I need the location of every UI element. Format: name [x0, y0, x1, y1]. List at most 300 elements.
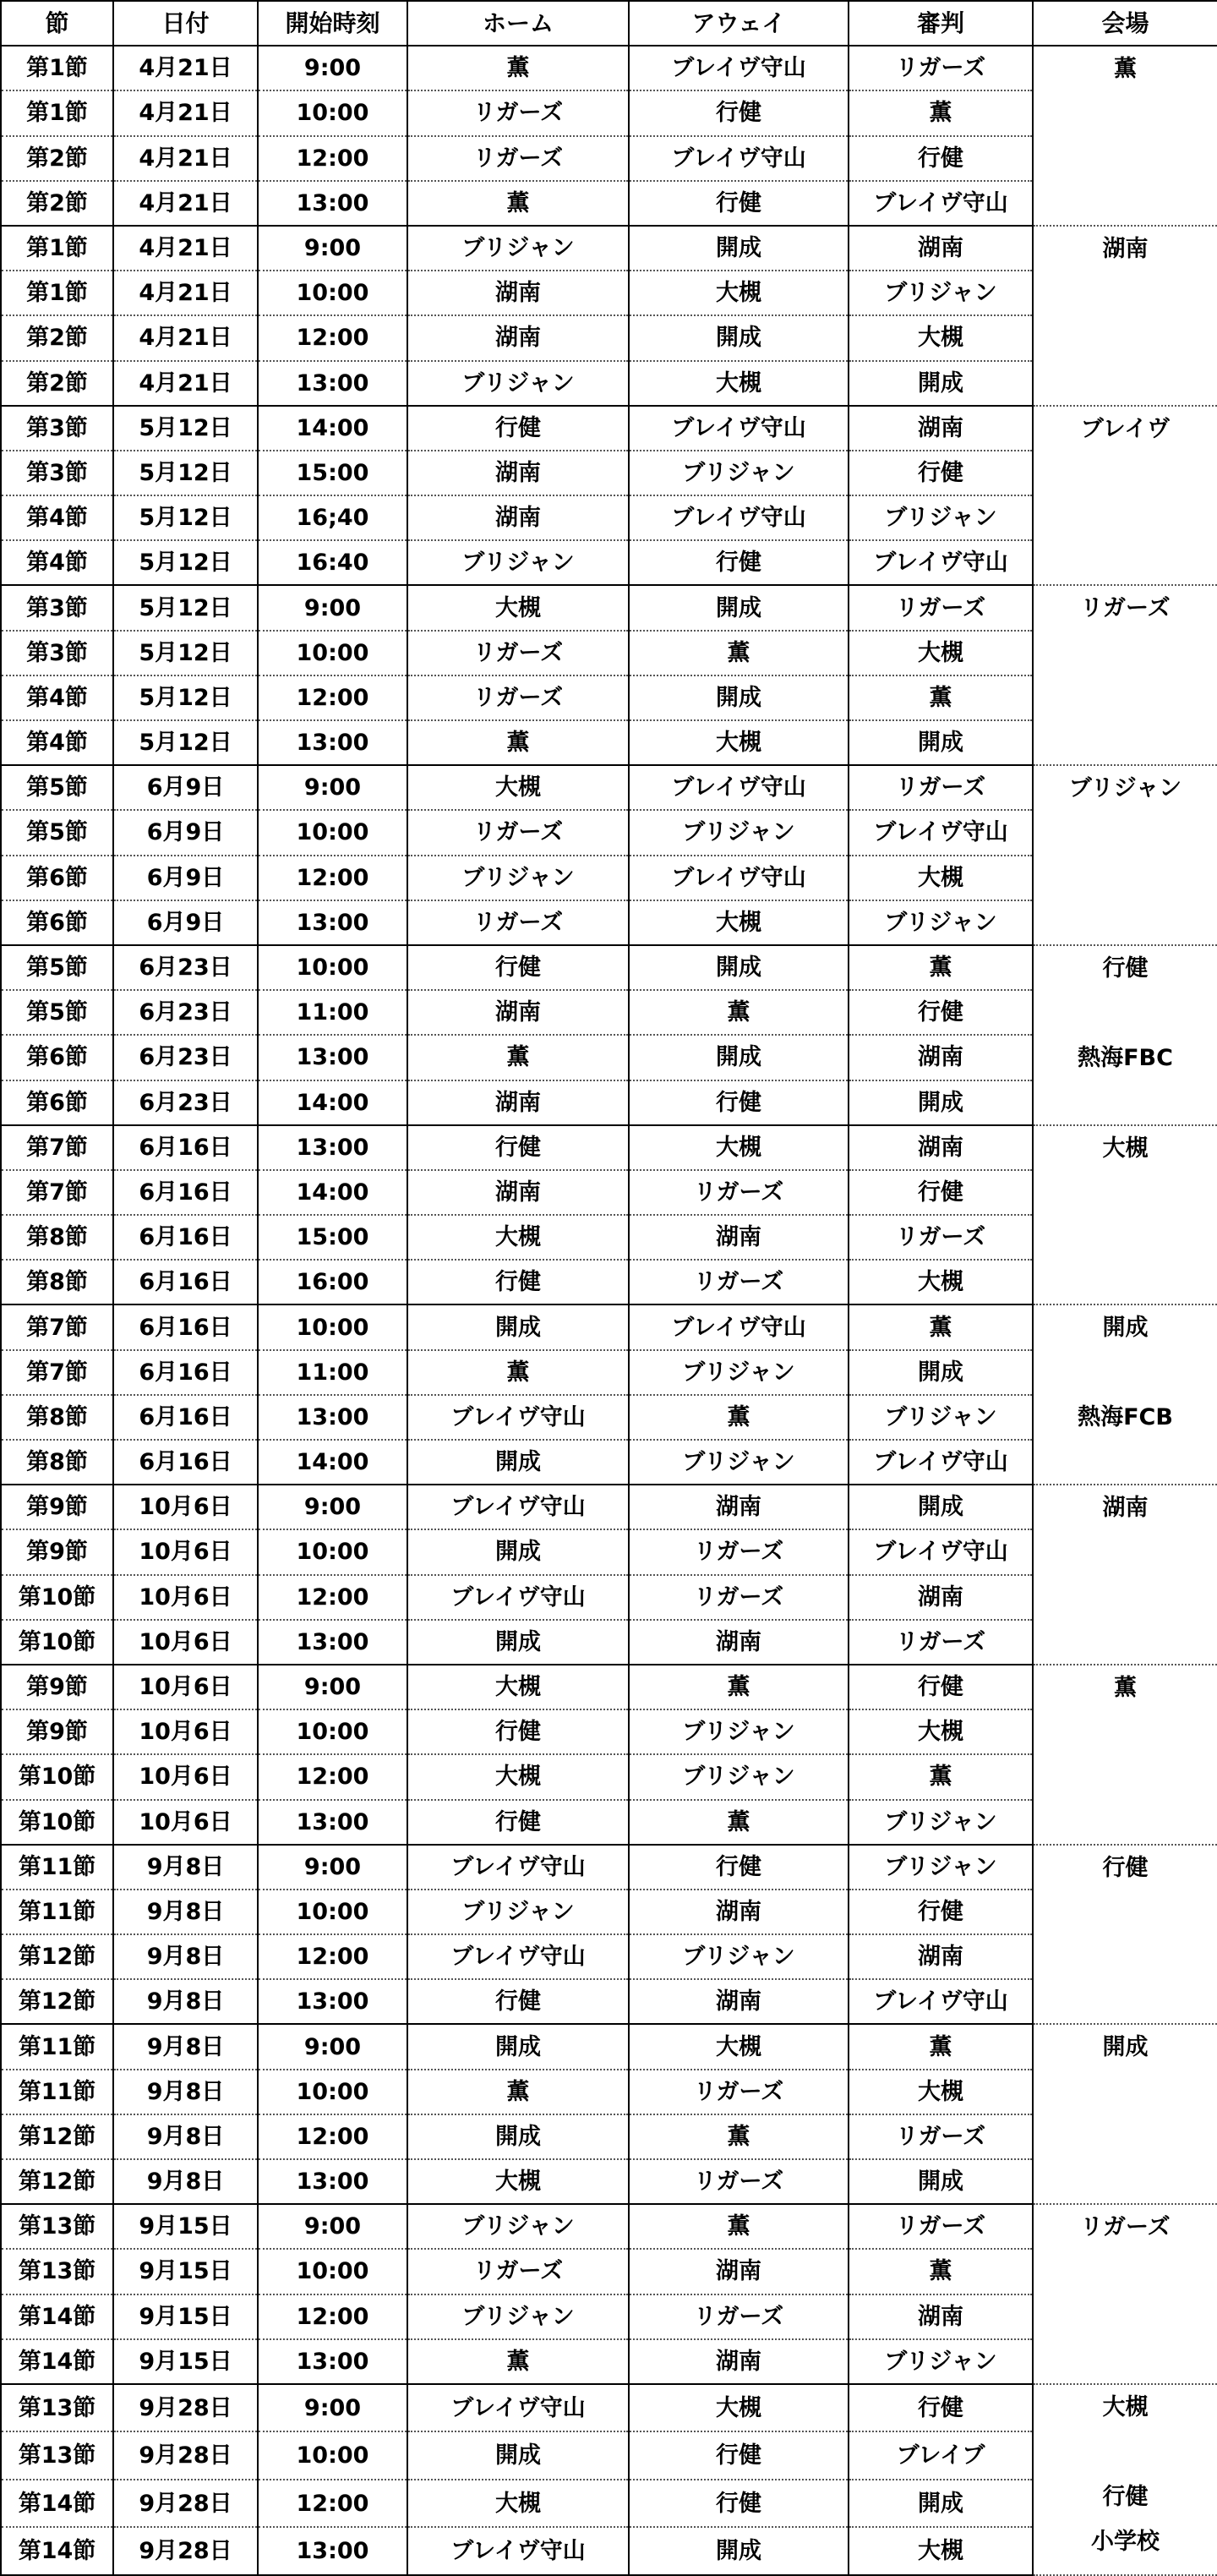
referee-cell: 開成: [849, 720, 1033, 765]
referee-cell: 湖南: [849, 226, 1033, 271]
referee-cell: リガーズ: [849, 765, 1033, 810]
round-cell: 第1節: [1, 226, 113, 271]
away-team-cell: 開成: [629, 2527, 849, 2575]
date-cell: 10月6日: [113, 1575, 258, 1620]
round-cell: 第12節: [1, 2159, 113, 2204]
round-cell: 第11節: [1, 1845, 113, 1890]
date-cell: 10月6日: [113, 1709, 258, 1754]
home-team-cell: ブリジャン: [407, 1890, 629, 1934]
home-team-cell: 大槻: [407, 1665, 629, 1709]
referee-cell: ブリジャン: [849, 1395, 1033, 1440]
start-time-cell: 13:00: [258, 2339, 407, 2384]
round-cell: 第8節: [1, 1215, 113, 1260]
referee-cell: リガーズ: [849, 1620, 1033, 1665]
away-team-cell: ブレイヴ守山: [629, 495, 849, 540]
date-cell: 6月9日: [113, 856, 258, 900]
away-team-cell: 薫: [629, 631, 849, 675]
round-cell: 第5節: [1, 990, 113, 1035]
table-row: [1, 406, 1217, 451]
date-cell: 5月12日: [113, 495, 258, 540]
start-time-cell: 10:00: [258, 1709, 407, 1754]
table-row: [1, 2384, 1217, 2432]
start-time-cell: 11:00: [258, 990, 407, 1035]
away-team-cell: 湖南: [629, 1620, 849, 1665]
date-cell: 10月6日: [113, 1800, 258, 1845]
start-time-cell: 10:00: [258, 945, 407, 990]
start-time-cell: 9:00: [258, 2384, 407, 2432]
referee-cell: 開成: [849, 1350, 1033, 1395]
date-cell: 9月28日: [113, 2527, 258, 2575]
start-time-cell: 9:00: [258, 226, 407, 271]
away-team-cell: ブレイヴ守山: [629, 136, 849, 181]
referee-cell: 薫: [849, 675, 1033, 720]
referee-cell: 薫: [849, 1754, 1033, 1799]
home-team-cell: リガーズ: [407, 136, 629, 181]
date-cell: 5月12日: [113, 675, 258, 720]
home-team-cell: 大槻: [407, 2159, 629, 2204]
referee-cell: リガーズ: [849, 1215, 1033, 1260]
venue-label: 大槻: [1102, 2393, 1149, 2420]
away-team-cell: 湖南: [629, 2339, 849, 2384]
date-cell: 6月9日: [113, 900, 258, 945]
header-round: 節: [1, 1, 113, 46]
home-team-cell: 薫: [407, 1035, 629, 1080]
away-team-cell: リガーズ: [629, 1529, 849, 1574]
home-team-cell: 行健: [407, 1125, 629, 1170]
date-cell: 6月23日: [113, 1035, 258, 1080]
referee-cell: 大槻: [849, 2527, 1033, 2575]
start-time-cell: 11:00: [258, 1350, 407, 1395]
date-cell: 5月12日: [113, 631, 258, 675]
home-team-cell: ブレイヴ守山: [407, 1845, 629, 1890]
start-time-cell: 13:00: [258, 1395, 407, 1440]
date-cell: 4月21日: [113, 90, 258, 135]
away-team-cell: 大槻: [629, 720, 849, 765]
start-time-cell: 13:00: [258, 720, 407, 765]
table-row: [1, 2024, 1217, 2069]
date-cell: 9月8日: [113, 2114, 258, 2159]
header-away: アウェイ: [629, 1, 849, 46]
round-cell: 第10節: [1, 1575, 113, 1620]
round-cell: 第10節: [1, 1800, 113, 1845]
referee-cell: 大槻: [849, 1709, 1033, 1754]
venue-label: ブレイヴ: [1080, 415, 1171, 442]
referee-cell: 開成: [849, 1485, 1033, 1529]
referee-cell: 行健: [849, 1665, 1033, 1709]
round-cell: 第3節: [1, 406, 113, 451]
referee-cell: 大槻: [849, 631, 1033, 675]
date-cell: 6月23日: [113, 945, 258, 990]
venue-label: 開成: [1102, 1315, 1149, 1342]
round-cell: 第10節: [1, 1754, 113, 1799]
start-time-cell: 12:00: [258, 136, 407, 181]
date-cell: 6月16日: [113, 1215, 258, 1260]
venue-cell: [1033, 2024, 1217, 2204]
table-row: [1, 46, 1217, 90]
referee-cell: ブリジャン: [849, 2339, 1033, 2384]
start-time-cell: 9:00: [258, 765, 407, 810]
date-cell: 5月12日: [113, 406, 258, 451]
away-team-cell: 大槻: [629, 1125, 849, 1170]
home-team-cell: ブリジャン: [407, 361, 629, 406]
start-time-cell: 13:00: [258, 2159, 407, 2204]
start-time-cell: 13:00: [258, 1979, 407, 2024]
away-team-cell: 行健: [629, 181, 849, 226]
round-cell: 第14節: [1, 2294, 113, 2339]
round-cell: 第3節: [1, 451, 113, 495]
start-time-cell: 13:00: [258, 2527, 407, 2575]
start-time-cell: 16;40: [258, 495, 407, 540]
away-team-cell: 湖南: [629, 1979, 849, 2024]
away-team-cell: リガーズ: [629, 2159, 849, 2204]
start-time-cell: 9:00: [258, 46, 407, 90]
home-team-cell: 湖南: [407, 451, 629, 495]
referee-cell: 開成: [849, 2159, 1033, 2204]
date-cell: 10月6日: [113, 1529, 258, 1574]
round-cell: 第2節: [1, 361, 113, 406]
table-row: [1, 1125, 1217, 1170]
date-cell: 4月21日: [113, 136, 258, 181]
home-team-cell: リガーズ: [407, 90, 629, 135]
round-cell: 第13節: [1, 2384, 113, 2432]
referee-cell: 大槻: [849, 315, 1033, 360]
away-team-cell: ブリジャン: [629, 1709, 849, 1754]
away-team-cell: 開成: [629, 1035, 849, 1080]
away-team-cell: 大槻: [629, 361, 849, 406]
round-cell: 第12節: [1, 1979, 113, 2024]
home-team-cell: 湖南: [407, 1080, 629, 1125]
referee-cell: ブレイヴ守山: [849, 810, 1033, 855]
away-team-cell: 行健: [629, 540, 849, 585]
referee-cell: 薫: [849, 2024, 1033, 2069]
referee-cell: 開成: [849, 1080, 1033, 1125]
home-team-cell: リガーズ: [407, 2249, 629, 2294]
away-team-cell: 行健: [629, 2431, 849, 2480]
date-cell: 6月9日: [113, 765, 258, 810]
table-row: [1, 2204, 1217, 2249]
venue-label: 熱海FBC: [1078, 1044, 1173, 1071]
venue-cell: [1033, 585, 1217, 765]
date-cell: 4月21日: [113, 181, 258, 226]
date-cell: 9月28日: [113, 2480, 258, 2528]
round-cell: 第12節: [1, 1934, 113, 1979]
venue-cell: [1033, 1665, 1217, 1845]
round-cell: 第4節: [1, 720, 113, 765]
referee-cell: 大槻: [849, 1260, 1033, 1304]
round-cell: 第7節: [1, 1304, 113, 1349]
date-cell: 6月23日: [113, 990, 258, 1035]
home-team-cell: 大槻: [407, 765, 629, 810]
round-cell: 第9節: [1, 1485, 113, 1529]
referee-cell: 行健: [849, 1170, 1033, 1215]
home-team-cell: 薫: [407, 2339, 629, 2384]
referee-cell: 薫: [849, 2249, 1033, 2294]
home-team-cell: 開成: [407, 1529, 629, 1574]
referee-cell: 薫: [849, 90, 1033, 135]
home-team-cell: 開成: [407, 2024, 629, 2069]
home-team-cell: ブリジャン: [407, 226, 629, 271]
start-time-cell: 14:00: [258, 1080, 407, 1125]
round-cell: 第7節: [1, 1170, 113, 1215]
date-cell: 9月8日: [113, 1845, 258, 1890]
date-cell: 6月16日: [113, 1350, 258, 1395]
home-team-cell: 開成: [407, 1620, 629, 1665]
round-cell: 第6節: [1, 856, 113, 900]
start-time-cell: 10:00: [258, 1304, 407, 1349]
home-team-cell: ブレイヴ守山: [407, 1934, 629, 1979]
start-time-cell: 12:00: [258, 2114, 407, 2159]
date-cell: 4月21日: [113, 361, 258, 406]
venue-label: リガーズ: [1080, 2214, 1171, 2241]
away-team-cell: リガーズ: [629, 2070, 849, 2114]
away-team-cell: 湖南: [629, 1485, 849, 1529]
home-team-cell: リガーズ: [407, 675, 629, 720]
date-cell: 6月16日: [113, 1260, 258, 1304]
start-time-cell: 13:00: [258, 1035, 407, 1080]
round-cell: 第14節: [1, 2480, 113, 2528]
start-time-cell: 9:00: [258, 1485, 407, 1529]
start-time-cell: 16:00: [258, 1260, 407, 1304]
referee-cell: ブレイヴ守山: [849, 1529, 1033, 1574]
venue-cell: [1033, 1125, 1217, 1305]
referee-cell: ブリジャン: [849, 271, 1033, 315]
start-time-cell: 16:40: [258, 540, 407, 585]
start-time-cell: 13:00: [258, 1620, 407, 1665]
start-time-cell: 9:00: [258, 1845, 407, 1890]
referee-cell: ブレイヴ守山: [849, 181, 1033, 226]
home-team-cell: ブリジャン: [407, 2294, 629, 2339]
date-cell: 9月8日: [113, 2070, 258, 2114]
start-time-cell: 13:00: [258, 361, 407, 406]
away-team-cell: 湖南: [629, 1215, 849, 1260]
referee-cell: 行健: [849, 1890, 1033, 1934]
home-team-cell: ブレイヴ守山: [407, 2384, 629, 2432]
home-team-cell: 大槻: [407, 585, 629, 630]
round-cell: 第13節: [1, 2249, 113, 2294]
home-team-cell: ブレイヴ守山: [407, 1485, 629, 1529]
table-row: [1, 1485, 1217, 1529]
home-team-cell: 湖南: [407, 495, 629, 540]
home-team-cell: 行健: [407, 945, 629, 990]
table-row: [1, 1665, 1217, 1709]
away-team-cell: 薫: [629, 990, 849, 1035]
date-cell: 5月12日: [113, 720, 258, 765]
start-time-cell: 12:00: [258, 315, 407, 360]
referee-cell: 開成: [849, 2480, 1033, 2528]
round-cell: 第13節: [1, 2204, 113, 2249]
away-team-cell: 薫: [629, 2204, 849, 2249]
round-cell: 第8節: [1, 1440, 113, 1485]
referee-cell: 湖南: [849, 2294, 1033, 2339]
venue-label: 薫: [1114, 56, 1137, 83]
date-cell: 6月16日: [113, 1170, 258, 1215]
start-time-cell: 12:00: [258, 675, 407, 720]
start-time-cell: 14:00: [258, 1440, 407, 1485]
away-team-cell: 行健: [629, 90, 849, 135]
round-cell: 第2節: [1, 181, 113, 226]
home-team-cell: ブリジャン: [407, 2204, 629, 2249]
date-cell: 6月16日: [113, 1440, 258, 1485]
header-referee: 審判: [849, 1, 1033, 46]
referee-cell: リガーズ: [849, 585, 1033, 630]
venue-label: [1034, 1360, 1217, 1405]
start-time-cell: 10:00: [258, 631, 407, 675]
date-cell: 9月15日: [113, 2204, 258, 2249]
table-row: [1, 585, 1217, 630]
round-cell: 第1節: [1, 90, 113, 135]
away-team-cell: 行健: [629, 1080, 849, 1125]
referee-cell: ブリジャン: [849, 1845, 1033, 1890]
start-time-cell: 15:00: [258, 1215, 407, 1260]
home-team-cell: 行健: [407, 1260, 629, 1304]
start-time-cell: 15:00: [258, 451, 407, 495]
date-cell: 6月16日: [113, 1304, 258, 1349]
away-team-cell: ブレイヴ守山: [629, 406, 849, 451]
round-cell: 第4節: [1, 495, 113, 540]
venue-cell: [1033, 2204, 1217, 2384]
away-team-cell: ブリジャン: [629, 1350, 849, 1395]
start-time-cell: 14:00: [258, 1170, 407, 1215]
away-team-cell: ブリジャン: [629, 1754, 849, 1799]
round-cell: 第6節: [1, 1080, 113, 1125]
date-cell: 9月15日: [113, 2339, 258, 2384]
home-team-cell: 開成: [407, 2431, 629, 2480]
away-team-cell: リガーズ: [629, 1170, 849, 1215]
date-cell: 10月6日: [113, 1665, 258, 1709]
away-team-cell: 薫: [629, 1665, 849, 1709]
venue-cell: [1033, 765, 1217, 945]
away-team-cell: 大槻: [629, 271, 849, 315]
home-team-cell: 大槻: [407, 1215, 629, 1260]
venue-label: 大槻: [1102, 1135, 1149, 1162]
date-cell: 4月21日: [113, 315, 258, 360]
start-time-cell: 12:00: [258, 1934, 407, 1979]
away-team-cell: ブリジャン: [629, 451, 849, 495]
start-time-cell: 10:00: [258, 1529, 407, 1574]
referee-cell: 開成: [849, 361, 1033, 406]
referee-cell: ブレイブ: [849, 2431, 1033, 2480]
away-team-cell: 開成: [629, 675, 849, 720]
header-date: 日付: [113, 1, 258, 46]
round-cell: 第6節: [1, 1035, 113, 1080]
referee-cell: ブリジャン: [849, 495, 1033, 540]
start-time-cell: 9:00: [258, 585, 407, 630]
round-cell: 第11節: [1, 2070, 113, 2114]
venue-label: ブリジャン: [1068, 775, 1182, 802]
round-cell: 第3節: [1, 631, 113, 675]
referee-cell: 大槻: [849, 856, 1033, 900]
date-cell: 5月12日: [113, 585, 258, 630]
round-cell: 第9節: [1, 1709, 113, 1754]
away-team-cell: 行健: [629, 1845, 849, 1890]
start-time-cell: 13:00: [258, 181, 407, 226]
start-time-cell: 12:00: [258, 2294, 407, 2339]
round-cell: 第13節: [1, 2431, 113, 2480]
home-team-cell: 行健: [407, 1800, 629, 1845]
away-team-cell: 行健: [629, 2480, 849, 2528]
date-cell: 9月15日: [113, 2249, 258, 2294]
home-team-cell: 行健: [407, 406, 629, 451]
start-time-cell: 10:00: [258, 2431, 407, 2480]
venue-label: 湖南: [1102, 1495, 1149, 1522]
referee-cell: 行健: [849, 990, 1033, 1035]
referee-cell: 薫: [849, 945, 1033, 990]
referee-cell: ブリジャン: [849, 900, 1033, 945]
referee-cell: 薫: [849, 1304, 1033, 1349]
home-team-cell: ブリジャン: [407, 540, 629, 585]
venue-label: 行健: [1102, 1854, 1149, 1881]
venue-cell: [1033, 46, 1217, 226]
date-cell: 9月15日: [113, 2294, 258, 2339]
venue-label: 薫: [1114, 1674, 1137, 1701]
schedule-body: [1, 46, 1217, 2575]
start-time-cell: 10:00: [258, 271, 407, 315]
home-team-cell: 湖南: [407, 271, 629, 315]
date-cell: 9月8日: [113, 2024, 258, 2069]
away-team-cell: ブリジャン: [629, 810, 849, 855]
date-cell: 9月28日: [113, 2431, 258, 2480]
venue-label: [1034, 1001, 1217, 1046]
referee-cell: 行健: [849, 2384, 1033, 2432]
date-cell: 4月21日: [113, 271, 258, 315]
venue-cell: [1033, 945, 1217, 1125]
start-time-cell: 12:00: [258, 1754, 407, 1799]
away-team-cell: 開成: [629, 585, 849, 630]
date-cell: 9月8日: [113, 1934, 258, 1979]
home-team-cell: 開成: [407, 1440, 629, 1485]
home-team-cell: リガーズ: [407, 900, 629, 945]
referee-cell: リガーズ: [849, 2204, 1033, 2249]
venue-label: 小学校: [1091, 2528, 1160, 2555]
round-cell: 第8節: [1, 1395, 113, 1440]
date-cell: 6月16日: [113, 1125, 258, 1170]
home-team-cell: 湖南: [407, 315, 629, 360]
away-team-cell: リガーズ: [629, 1575, 849, 1620]
home-team-cell: 行健: [407, 1709, 629, 1754]
referee-cell: ブレイヴ守山: [849, 1979, 1033, 2024]
referee-cell: 湖南: [849, 1125, 1033, 1170]
round-cell: 第4節: [1, 675, 113, 720]
date-cell: 5月12日: [113, 540, 258, 585]
venue-cell: [1033, 2384, 1217, 2575]
venue-cell: [1033, 1304, 1217, 1485]
start-time-cell: 9:00: [258, 2024, 407, 2069]
venue-label: 行健: [1102, 2483, 1149, 2510]
venue-label: 開成: [1102, 2034, 1149, 2061]
away-team-cell: ブレイヴ守山: [629, 1304, 849, 1349]
date-cell: 10月6日: [113, 1620, 258, 1665]
start-time-cell: 12:00: [258, 856, 407, 900]
round-cell: 第11節: [1, 2024, 113, 2069]
venue-cell: [1033, 1845, 1217, 2025]
home-team-cell: 大槻: [407, 1754, 629, 1799]
away-team-cell: 大槻: [629, 2024, 849, 2069]
start-time-cell: 13:00: [258, 1800, 407, 1845]
away-team-cell: リガーズ: [629, 2294, 849, 2339]
home-team-cell: 薫: [407, 1350, 629, 1395]
date-cell: 4月21日: [113, 226, 258, 271]
referee-cell: 行健: [849, 136, 1033, 181]
header-venue: 会場: [1033, 1, 1217, 46]
home-team-cell: ブリジャン: [407, 856, 629, 900]
venue-label: リガーズ: [1080, 595, 1171, 622]
start-time-cell: 13:00: [258, 1125, 407, 1170]
start-time-cell: 12:00: [258, 1575, 407, 1620]
round-cell: 第3節: [1, 585, 113, 630]
home-team-cell: 行健: [407, 1979, 629, 2024]
date-cell: 4月21日: [113, 46, 258, 90]
round-cell: 第9節: [1, 1665, 113, 1709]
